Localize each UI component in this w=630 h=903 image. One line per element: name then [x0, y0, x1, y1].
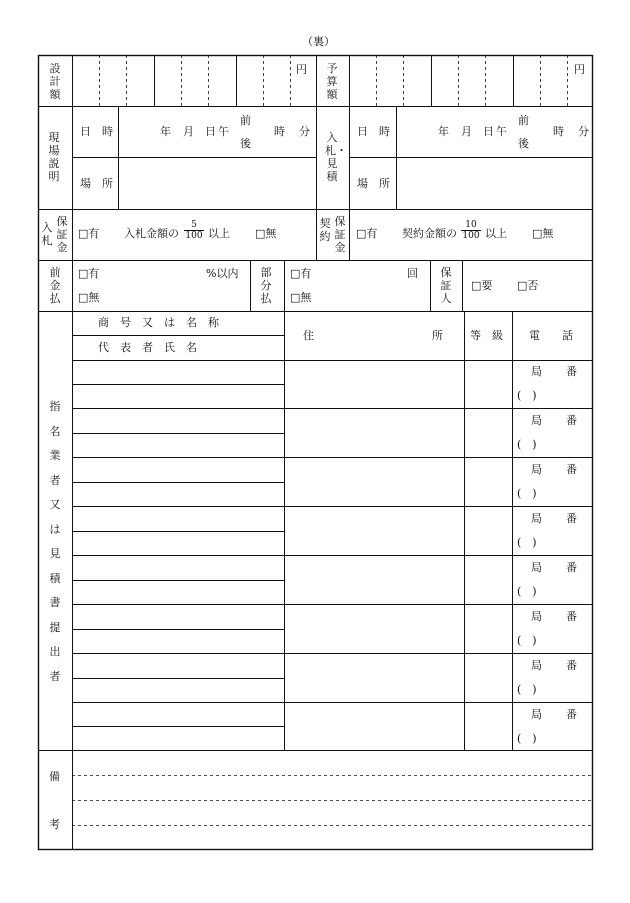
bid-day: 日: [483, 125, 494, 138]
site-year: 年: [160, 125, 171, 138]
design-amount-label: 設計額: [49, 62, 61, 101]
site-explanation-label: 現場説明: [48, 131, 60, 183]
remarks-label-1: 備: [49, 770, 60, 783]
tel-paren: ( ): [517, 438, 537, 451]
advance-yes[interactable]: □有: [78, 267, 100, 280]
bid-security-text-post: 以上: [208, 227, 230, 240]
bid-security-den: 100: [185, 231, 203, 241]
site-month: 月: [183, 125, 194, 138]
bid-security-outer-label: 入札: [41, 221, 53, 247]
partial-times: 回: [407, 267, 418, 280]
contract-security-no[interactable]: □無: [532, 227, 554, 240]
bid-month: 月: [461, 125, 472, 138]
tel-kyoku: 局: [531, 659, 542, 672]
tel-kyoku: 局: [531, 463, 542, 476]
tel-ban: 番: [566, 414, 577, 427]
tel-kyoku: 局: [531, 365, 542, 378]
bid-security-yes[interactable]: □有: [78, 227, 100, 240]
tel-paren: ( ): [517, 585, 537, 598]
tel-ban: 番: [566, 512, 577, 525]
site-mae: 前: [240, 114, 251, 127]
tel-kyoku: 局: [531, 414, 542, 427]
budget-amount-label: 予算額: [326, 62, 338, 101]
bid-label: 入札・見積: [325, 131, 347, 183]
tel-ban: 番: [566, 561, 577, 574]
guarantor-label: 保証人: [440, 266, 452, 305]
page-title: （裏）: [302, 35, 335, 48]
site-ato: 後: [240, 137, 251, 150]
contract-security-yes[interactable]: □有: [356, 227, 378, 240]
tel-paren: ( ): [517, 634, 537, 647]
site-gozen: 午: [218, 125, 229, 138]
bid-datetime-label: 日 時: [357, 125, 390, 138]
partial-yes[interactable]: □有: [290, 267, 312, 280]
tel-paren: ( ): [517, 732, 537, 745]
contract-security-inner-label: 保証金: [334, 215, 346, 254]
tel-paren: ( ): [517, 536, 537, 549]
budget-yen-unit: 円: [574, 63, 585, 76]
design-yen-unit: 円: [296, 63, 307, 76]
partial-no[interactable]: □無: [290, 291, 312, 304]
remarks-label-2: 考: [49, 818, 60, 831]
contract-security-text-pre: 契約金額の: [402, 227, 457, 240]
bid-place-label: 場 所: [357, 177, 390, 190]
site-minute: 分: [299, 125, 310, 138]
contract-security-text-post: 以上: [485, 227, 507, 240]
guarantor-need[interactable]: □要: [471, 279, 493, 292]
bid-security-inner-label: 保証金: [56, 215, 68, 254]
site-hour: 時: [274, 125, 285, 138]
guarantor-not-need[interactable]: □否: [517, 279, 539, 292]
tel-kyoku: 局: [531, 512, 542, 525]
bid-security-fraction: [184, 220, 204, 241]
bid-security-no[interactable]: □無: [255, 227, 277, 240]
tel-paren: ( ): [517, 683, 537, 696]
tel-ban: 番: [566, 610, 577, 623]
header-phone: 電 話: [529, 329, 573, 342]
tel-kyoku: 局: [531, 610, 542, 623]
tel-ban: 番: [566, 708, 577, 721]
tel-ban: 番: [566, 659, 577, 672]
advance-no[interactable]: □無: [78, 291, 100, 304]
tel-paren: ( ): [517, 389, 537, 402]
tel-ban: 番: [566, 365, 577, 378]
bid-minute: 分: [578, 125, 589, 138]
site-datetime-label: 日 時: [80, 125, 113, 138]
advance-payment-label: 前金払: [49, 266, 61, 305]
contract-security-num: 10: [465, 220, 477, 230]
partial-payment-label: 部分払: [260, 266, 272, 305]
tel-kyoku: 局: [531, 561, 542, 574]
site-place-label: 場 所: [80, 177, 113, 190]
tel-paren: ( ): [517, 487, 537, 500]
bid-security-text-pre: 入札金額の: [124, 227, 179, 240]
header-grade: 等 級: [470, 329, 503, 342]
bid-mae: 前: [518, 114, 529, 127]
contract-security-den: 100: [462, 231, 480, 241]
header-address-1: 住: [303, 329, 314, 342]
bid-year: 年: [438, 125, 449, 138]
designated-label: 指名業者又は見積書提出者: [49, 400, 61, 683]
tel-ban: 番: [566, 463, 577, 476]
header-company-name: 商 号 又 は 名 称: [98, 316, 219, 329]
site-day: 日: [205, 125, 216, 138]
bid-security-num: 5: [191, 220, 197, 230]
advance-percent: %以内: [206, 267, 239, 280]
header-address-2: 所: [432, 329, 443, 342]
contract-security-fraction: [461, 220, 481, 241]
bid-ato: 後: [518, 137, 529, 150]
bid-hour: 時: [553, 125, 564, 138]
contract-security-outer-label: 契約: [319, 217, 331, 243]
tel-kyoku: 局: [531, 708, 542, 721]
bid-gozen: 午: [496, 125, 507, 138]
header-representative: 代 表 者 氏 名: [98, 341, 197, 354]
